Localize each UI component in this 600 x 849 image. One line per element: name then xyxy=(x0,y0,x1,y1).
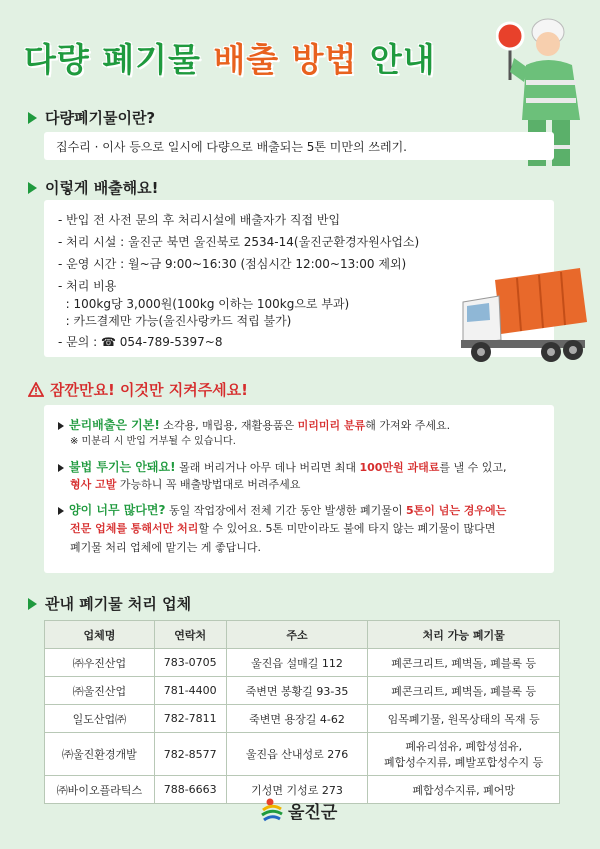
column-header: 연락처 xyxy=(154,621,226,649)
how-to-line: - 문의 : ☎ 054-789-5397~8 xyxy=(58,335,223,349)
triangle-bullet-icon xyxy=(28,112,39,124)
triangle-bullet-icon xyxy=(28,598,39,610)
table-row: ㈜울진산업 781-4400 죽변면 봉황길 93-35 폐콘크리트, 폐벽돌, 폐블록 등 xyxy=(45,677,560,705)
uljin-emblem-icon xyxy=(260,797,284,823)
column-header: 주소 xyxy=(226,621,368,649)
bullet-icon xyxy=(58,422,64,430)
definition-card xyxy=(44,132,554,160)
triangle-bullet-icon xyxy=(28,182,39,194)
title-part2: 배출 방법 xyxy=(213,40,358,79)
how-to-line: : 100kg당 3,000원(100kg 이하는 100kg으로 부과) xyxy=(58,297,350,311)
section-heading-definition: 다량폐기물이란? xyxy=(28,107,155,128)
warning-note: ※ 미분리 시 반입 거부될 수 있습니다. xyxy=(70,436,236,447)
warning-item-large: 양이 너무 많다면? 동일 작업장에서 전체 기간 동안 발생한 폐기물이 5톤이 넘는 경우에는 xyxy=(58,502,506,519)
how-to-line: - 운영 시간 : 월~금 9:00~16:30 (점심시간 12:00~13:00 제외) xyxy=(58,257,407,271)
column-header: 업체명 xyxy=(45,621,155,649)
title-part1: 다량 폐기물 xyxy=(24,40,201,79)
definition-text: 집수리 · 이사 등으로 일시에 다량으로 배출되는 5톤 미만의 쓰레기. xyxy=(56,140,407,154)
warning-item-illegal: 불법 투기는 안돼요! 몰래 버리거나 아무 데나 버리면 최대 100만원 과태료를 낼 수 있고, xyxy=(58,459,507,476)
table-row: ㈜우진산업 783-0705 울진읍 설매길 112 폐콘크리트, 폐벽돌, 폐블록 등 xyxy=(45,649,560,677)
logo-text: 울진군 xyxy=(288,802,338,823)
warning-item-large-line3: 폐기물 처리 업체에 맡기는 게 좋답니다. xyxy=(70,541,261,554)
warning-icon xyxy=(28,382,44,397)
table-row: ㈜울진환경개발 782-8577 울진읍 산내성로 276 폐유리섬유, 폐합성섬유, 폐합성수지류, 폐발포합성수지 등 xyxy=(45,733,560,776)
uljin-logo xyxy=(260,797,337,823)
warning-item-large-line2: 전문 업체를 통해서만 처리할 수 있어요. 5톤 미만이라도 불에 타지 않는 폐기물이 많다면 xyxy=(70,522,496,535)
table-row: 일도산업㈜ 782-7811 죽변면 용장길 4-62 임목폐기물, 원목상태의 목재 등 xyxy=(45,705,560,733)
how-to-line: - 반입 전 사전 문의 후 처리시설에 배출자가 직접 반입 xyxy=(58,213,341,227)
column-header: 처리 가능 폐기물 xyxy=(368,621,560,649)
how-to-line: - 처리 시설 : 울진군 북면 울진북로 2534-14(울진군환경자원사업소) xyxy=(58,235,420,249)
garbage-truck-icon xyxy=(455,260,590,370)
warning-item-illegal-line2: 형사 고발 가능하니 꼭 배출방법대로 버려주세요 xyxy=(70,478,301,491)
bullet-icon xyxy=(58,507,64,515)
warning-card xyxy=(44,405,554,573)
page-title xyxy=(24,34,436,81)
bullet-icon xyxy=(58,464,64,472)
table-header-row xyxy=(45,621,560,649)
how-to-line: : 카드결제만 가능(울진사랑카드 적립 불가) xyxy=(58,314,292,328)
companies-table xyxy=(44,620,560,804)
how-to-line: - 처리 비용 xyxy=(58,279,117,293)
title-part3: 안내 xyxy=(369,40,436,79)
warning-heading: 잠깐만요! 이것만 지켜주세요! xyxy=(28,379,248,400)
table-row: ㈜바이오플라틱스 788-6663 기성면 기성로 273 폐합성수지류, 폐어망 xyxy=(45,776,560,804)
section-heading-how-to: 이렇게 배출해요! xyxy=(28,177,159,198)
warning-item-sorting: 분리배출은 기본! 소각용, 매립용, 재활용품은 미리미리 분류해 가져와 주세요. xyxy=(58,417,450,434)
section-heading-companies: 관내 폐기물 처리 업체 xyxy=(28,593,191,614)
